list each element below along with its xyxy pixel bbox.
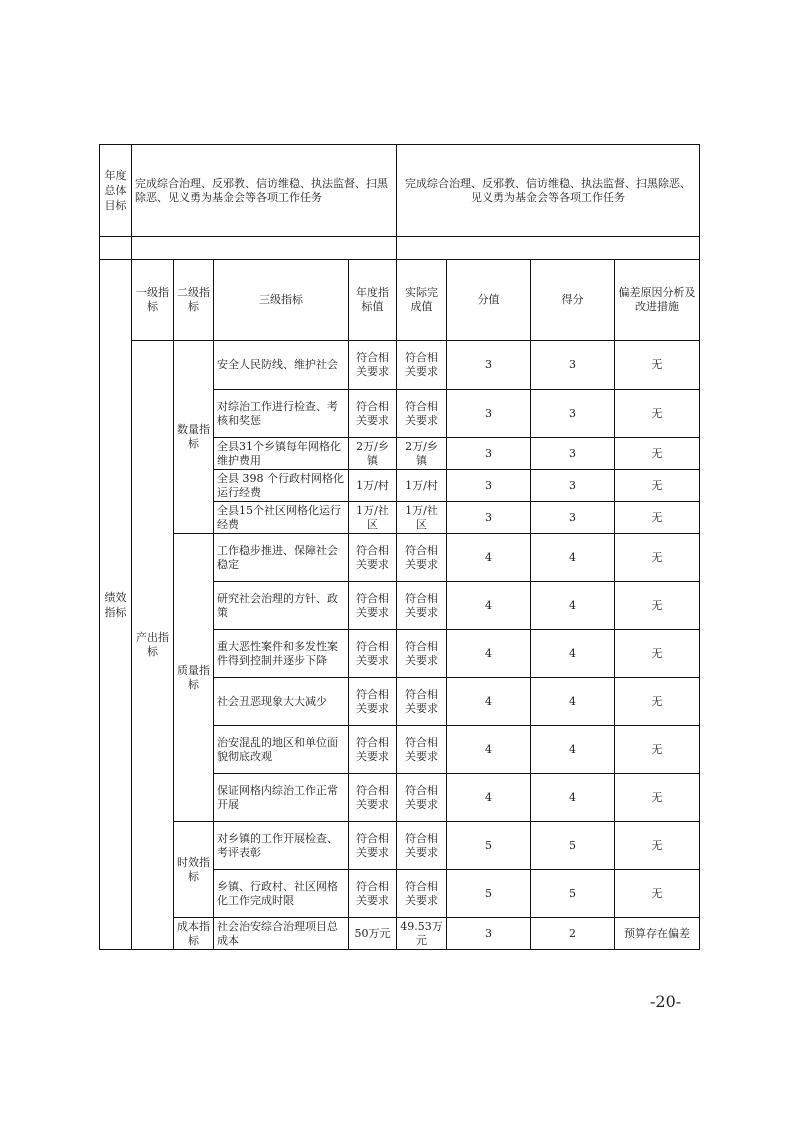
actual-value: 符合相关要求 xyxy=(397,870,447,918)
points: 4 xyxy=(447,630,531,678)
indicator-name: 研究社会治理的方针、政策 xyxy=(214,582,349,630)
analysis-note: 无 xyxy=(615,470,700,502)
header-level2: 二级指标 xyxy=(174,260,214,341)
indicator-name: 全县15个社区网格化运行经费 xyxy=(214,502,349,534)
points: 3 xyxy=(447,390,531,438)
table-row xyxy=(100,341,700,390)
header-score: 得分 xyxy=(531,260,615,341)
indicator-name: 重大恶性案件和多发性案件得到控制并逐步下降 xyxy=(214,630,349,678)
analysis-note: 无 xyxy=(615,630,700,678)
indicator-name: 保证网格内综治工作正常开展 xyxy=(214,774,349,822)
level1-output: 产出指标 xyxy=(132,341,174,950)
analysis-note: 无 xyxy=(615,341,700,390)
score: 4 xyxy=(531,582,615,630)
empty-cell xyxy=(132,237,397,260)
score: 4 xyxy=(531,678,615,726)
points: 4 xyxy=(447,678,531,726)
points: 5 xyxy=(447,822,531,870)
indicator-name: 乡镇、行政村、社区网格化工作完成时限 xyxy=(214,870,349,918)
header-points: 分值 xyxy=(447,260,531,341)
analysis-note: 无 xyxy=(615,822,700,870)
score: 3 xyxy=(531,502,615,534)
actual-value: 符合相关要求 xyxy=(397,678,447,726)
indicator-name: 全县31个乡镇每年网格化维护费用 xyxy=(214,438,349,470)
points: 4 xyxy=(447,774,531,822)
header-actual-value: 实际完成值 xyxy=(397,260,447,341)
points: 3 xyxy=(447,502,531,534)
actual-value: 符合相关要求 xyxy=(397,534,447,582)
level2-quality: 质量指标 xyxy=(174,534,214,822)
points: 4 xyxy=(447,582,531,630)
analysis-note: 无 xyxy=(615,726,700,774)
score: 4 xyxy=(531,726,615,774)
annual-target: 符合相关要求 xyxy=(349,822,397,870)
points: 4 xyxy=(447,534,531,582)
actual-value: 1万/村 xyxy=(397,470,447,502)
score: 3 xyxy=(531,470,615,502)
page-number: -20- xyxy=(650,992,682,1011)
analysis-note: 无 xyxy=(615,678,700,726)
annual-target: 符合相关要求 xyxy=(349,630,397,678)
level2-quantity: 数量指标 xyxy=(174,341,214,534)
points: 3 xyxy=(447,438,531,470)
annual-target: 符合相关要求 xyxy=(349,870,397,918)
table-row xyxy=(100,534,700,582)
goal-label: 年度总体目标 xyxy=(100,145,132,237)
score: 4 xyxy=(531,774,615,822)
points: 5 xyxy=(447,870,531,918)
annual-target: 符合相关要求 xyxy=(349,534,397,582)
indicator-name: 治安混乱的地区和单位面貌彻底改观 xyxy=(214,726,349,774)
score: 5 xyxy=(531,870,615,918)
annual-target: 符合相关要求 xyxy=(349,678,397,726)
analysis-note: 无 xyxy=(615,390,700,438)
analysis-note: 无 xyxy=(615,870,700,918)
points: 3 xyxy=(447,918,531,950)
actual-value: 1万/社区 xyxy=(397,502,447,534)
analysis-note: 无 xyxy=(615,774,700,822)
analysis-note: 无 xyxy=(615,534,700,582)
level2-cost: 成本指标 xyxy=(174,918,214,950)
annual-target: 50万元 xyxy=(349,918,397,950)
annual-target: 1万/社区 xyxy=(349,502,397,534)
actual-value: 符合相关要求 xyxy=(397,582,447,630)
score: 3 xyxy=(531,390,615,438)
annual-target: 符合相关要求 xyxy=(349,774,397,822)
indicator-name: 安全人民防线、维护社会 xyxy=(214,341,349,390)
header-level3: 三级指标 xyxy=(214,260,349,341)
indicator-name: 工作稳步推进、保障社会稳定 xyxy=(214,534,349,582)
goal-actual: 完成综合治理、反邪教、信访维稳、执法监督、扫黑除恶、见义勇为基金会等各项工作任务 xyxy=(397,145,700,237)
indicator-name: 全县 398 个行政村网格化运行经费 xyxy=(214,470,349,502)
annual-target: 1万/村 xyxy=(349,470,397,502)
annual-target: 符合相关要求 xyxy=(349,341,397,390)
score: 4 xyxy=(531,630,615,678)
table-row xyxy=(100,918,700,950)
actual-value: 符合相关要求 xyxy=(397,774,447,822)
actual-value: 符合相关要求 xyxy=(397,726,447,774)
actual-value: 2万/乡镇 xyxy=(397,438,447,470)
annual-target: 2万/乡镇 xyxy=(349,438,397,470)
empty-cell xyxy=(100,237,132,260)
score: 3 xyxy=(531,341,615,390)
analysis-note: 无 xyxy=(615,502,700,534)
annual-target: 符合相关要求 xyxy=(349,726,397,774)
actual-value: 符合相关要求 xyxy=(397,822,447,870)
actual-value: 符合相关要求 xyxy=(397,390,447,438)
actual-value: 49.53万元 xyxy=(397,918,447,950)
goal-planned: 完成综合治理、反邪教、信访维稳、执法监督、扫黑除恶、见义勇为基金会等各项工作任务 xyxy=(132,145,397,237)
indicator-name: 对乡镇的工作开展检查、考评表彰 xyxy=(214,822,349,870)
level2-timeliness: 时效指标 xyxy=(174,822,214,918)
table-row xyxy=(100,822,700,870)
score: 4 xyxy=(531,534,615,582)
header-annual-value: 年度指标值 xyxy=(349,260,397,341)
score: 3 xyxy=(531,438,615,470)
points: 3 xyxy=(447,470,531,502)
indicator-name: 对综治工作进行检查、考核和奖惩 xyxy=(214,390,349,438)
perf-label: 绩效指标 xyxy=(100,260,132,950)
analysis-note: 无 xyxy=(615,438,700,470)
header-analysis: 偏差原因分析及改进措施 xyxy=(615,260,700,341)
actual-value: 符合相关要求 xyxy=(397,341,447,390)
score: 2 xyxy=(531,918,615,950)
analysis-note: 预算存在偏差 xyxy=(615,918,700,950)
analysis-note: 无 xyxy=(615,582,700,630)
indicator-name: 社会治安综合治理项目总成本 xyxy=(214,918,349,950)
performance-table xyxy=(99,144,700,950)
annual-target: 符合相关要求 xyxy=(349,582,397,630)
actual-value: 符合相关要求 xyxy=(397,630,447,678)
empty-cell xyxy=(397,237,700,260)
header-level1: 一级指标 xyxy=(132,260,174,341)
annual-target: 符合相关要求 xyxy=(349,390,397,438)
points: 4 xyxy=(447,726,531,774)
score: 5 xyxy=(531,822,615,870)
indicator-name: 社会丑恶现象大大减少 xyxy=(214,678,349,726)
points: 3 xyxy=(447,341,531,390)
